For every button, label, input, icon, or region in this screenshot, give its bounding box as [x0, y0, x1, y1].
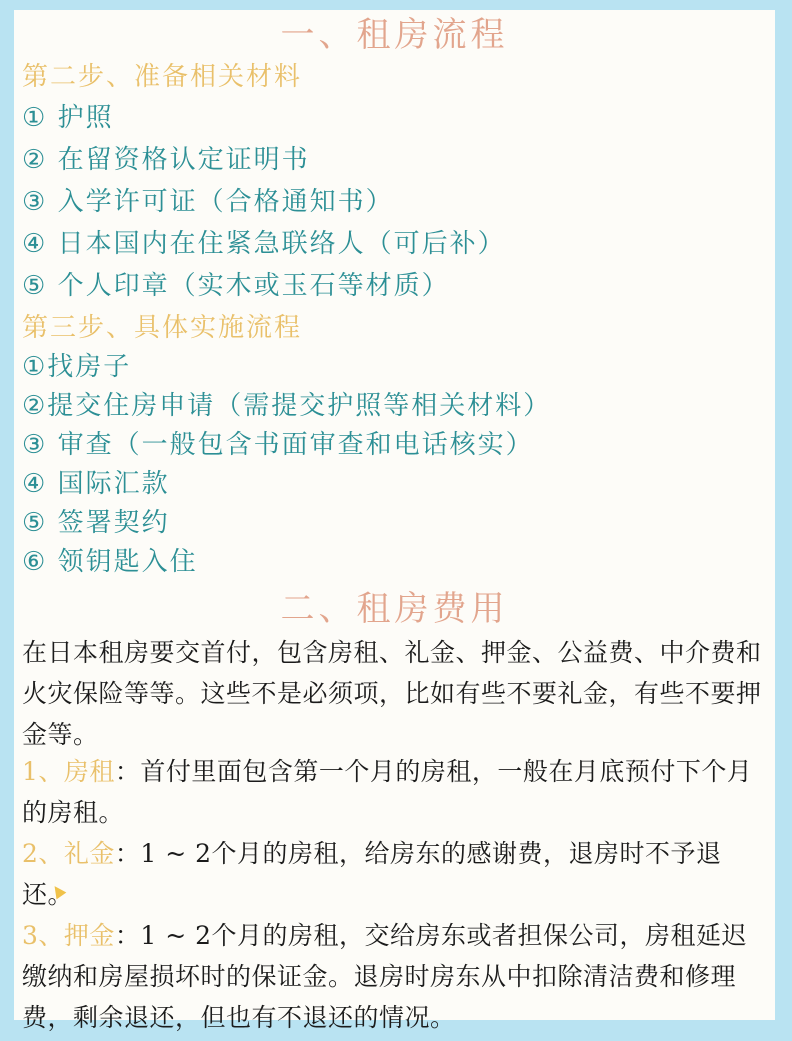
step3-item: ⑤ 签署契约 [22, 508, 170, 538]
fee-text: ：首付里面包含第一个月的房租，一般在月底预付下个月的房租。 [22, 757, 753, 827]
step3-heading: 第三步、具体实施流程 [22, 313, 303, 343]
step2-item: ② 在留资格认定证明书 [22, 145, 310, 175]
step2-item: ③ 入学许可证（合格通知书） [22, 187, 394, 217]
step3-item: ②提交住房申请（需提交护照等相关材料） [22, 391, 552, 421]
fees-intro-paragraph: 在日本租房要交首付，包含房租、礼金、押金、公益费、中介费和火灾保险等等。这些不是必须项，比如有些不要礼金，有些不要押金等。 [22, 638, 762, 749]
step2-item: ① 护照 [22, 103, 114, 133]
document-page [14, 10, 775, 1032]
fee-item-rent [22, 751, 772, 833]
step2-item: ④ 日本国内在住紧急联络人（可后补） [22, 229, 506, 259]
fee-item-deposit [22, 915, 772, 1038]
fee-label: 2、礼金 [22, 839, 115, 868]
step3-item: ①找房子 [22, 352, 132, 382]
step3-item: ③ 审查（一般包含书面审查和电话核实） [22, 430, 534, 460]
section-title-rental-fees: 二、租房费用 [280, 589, 509, 629]
fee-label: 3、押金 [22, 921, 115, 950]
fee-text: ：1 ~ 2个月的房租，交给房东或者担保公司，房租延迟缴纳和房屋损坏时的保证金。退房时房东从中扣除清洁费和修理费，剩余退还，但也有不退还的情况。 [22, 921, 748, 1032]
step3-item: ⑥ 领钥匙入住 [22, 547, 198, 577]
step2-item: ⑤ 个人印章（实木或玉石等材质） [22, 271, 450, 301]
fee-item-key-money [22, 833, 772, 915]
fee-label: 1、房租 [22, 757, 115, 786]
step2-heading: 第二步、准备相关材料 [22, 62, 303, 92]
step3-item: ④ 国际汇款 [22, 469, 170, 499]
fee-text: ：1 ~ 2个月的房租，给房东的感谢费，退房时不予退还。 [22, 839, 722, 909]
section-title-rental-process: 一、租房流程 [280, 15, 509, 55]
